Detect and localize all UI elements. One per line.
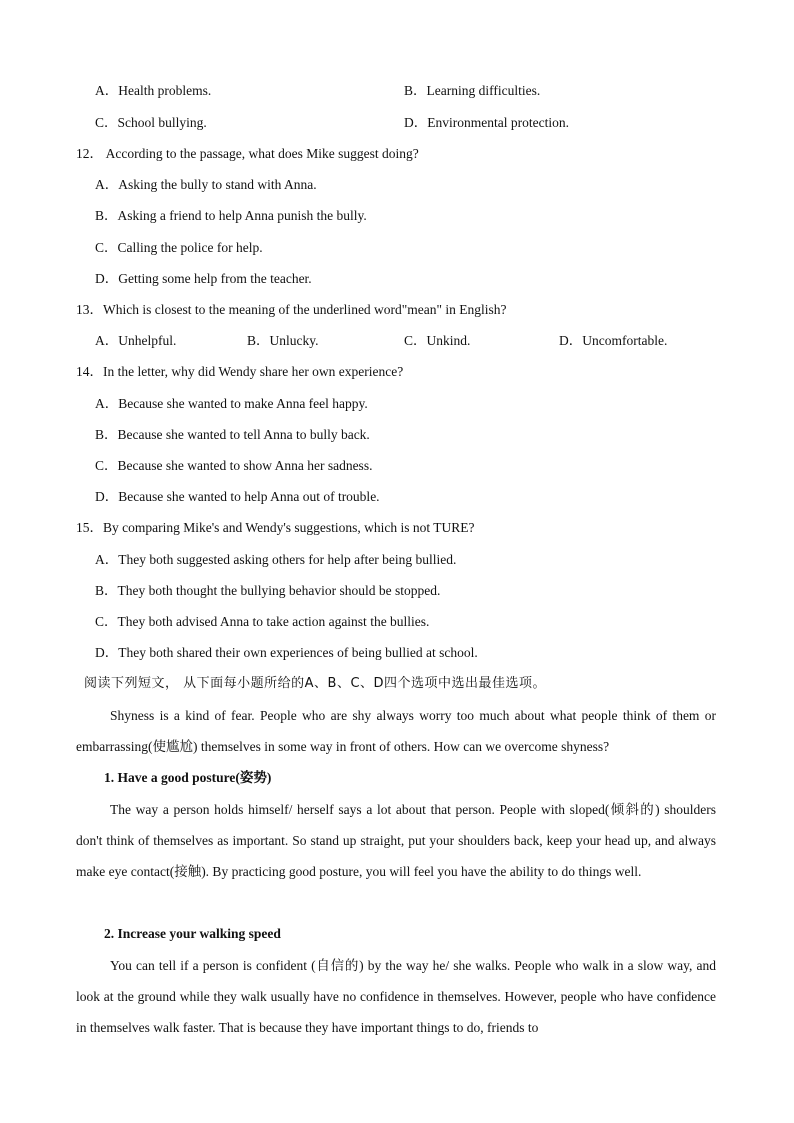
- q11-option-a: A．Health problems.: [95, 83, 212, 98]
- q15-option-b: B．They both thought the bullying behavior should be stopped.: [95, 583, 441, 598]
- passage-paragraph-1: [76, 794, 716, 888]
- q15-option-a: A．They both suggested asking others for help after being bullied.: [95, 552, 457, 567]
- q12-option-b: B．Asking a friend to help Anna punish the bully.: [95, 208, 367, 223]
- q14-option-d: D．Because she wanted to help Anna out of trouble.: [95, 489, 380, 504]
- q14-option-a: A．Because she wanted to make Anna feel happy.: [95, 396, 368, 411]
- q11-option-c: C．School bullying.: [95, 115, 207, 130]
- q15-option-d: D．They both shared their own experiences of being bullied at school.: [95, 645, 478, 660]
- q14-stem: 14．In the letter, why did Wendy share her own experience?: [76, 364, 404, 379]
- q13-option-b: B．Unlucky.: [247, 333, 319, 348]
- q14-option-b: B．Because she wanted to tell Anna to bully back.: [95, 427, 370, 442]
- passage-heading-1: 1. Have a good posture(姿势): [104, 770, 272, 785]
- q12-option-a: A．Asking the bully to stand with Anna.: [95, 177, 317, 192]
- q11-option-b: B．Learning difficulties.: [404, 83, 541, 98]
- q13-option-d: D．Uncomfortable.: [559, 333, 668, 348]
- section-instruction: 阅读下列短文， 从下面每小题所给的A、B、C、D四个选项中选出最佳选项。: [84, 676, 547, 691]
- passage-intro-text: Shyness is a kind of fear. People who are shy always worry too much about what people think of them or embarrassing(使尴尬) themselves in some way in front of others. How can we overcome shyness?: [76, 708, 716, 755]
- q13-stem: 13．Which is closest to the meaning of the underlined word"mean" in English?: [76, 302, 507, 317]
- q12-stem: 12． According to the passage, what does Mike suggest doing?: [76, 146, 419, 161]
- q15-stem: 15．By comparing Mike's and Wendy's suggestions, which is not TURE?: [76, 520, 475, 535]
- passage-paragraph-2-text: You can tell if a person is confident (自信的) by the way he/ she walks. People who walk in a slow way, and look at the ground while they walk usually have no confidence in themselves. However, people who have confidence in themselves walk faster. That is because they have important things to do, friends to: [76, 958, 716, 1036]
- q12-option-c: C．Calling the police for help.: [95, 240, 263, 255]
- q11-option-d: D．Environmental protection.: [404, 115, 569, 130]
- q14-option-c: C．Because she wanted to show Anna her sadness.: [95, 458, 373, 473]
- q12-option-d: D．Getting some help from the teacher.: [95, 271, 312, 286]
- q15-option-c: C．They both advised Anna to take action against the bullies.: [95, 614, 430, 629]
- passage-paragraph-1-text: The way a person holds himself/ herself says a lot about that person. People with sloped(倾斜的) shoulders don't think of themselves as important. So stand up straight, put your shoulders back, keep your head up, and always make eye contact(接触). By practicing good posture, you will feel you have the ability to do things well.: [76, 802, 716, 880]
- passage-heading-2: 2. Increase your walking speed: [104, 926, 281, 941]
- passage-intro: [76, 700, 716, 762]
- q13-option-c: C．Unkind.: [404, 333, 471, 348]
- q13-option-a: A．Unhelpful.: [95, 333, 177, 348]
- passage-paragraph-2: [76, 950, 716, 1044]
